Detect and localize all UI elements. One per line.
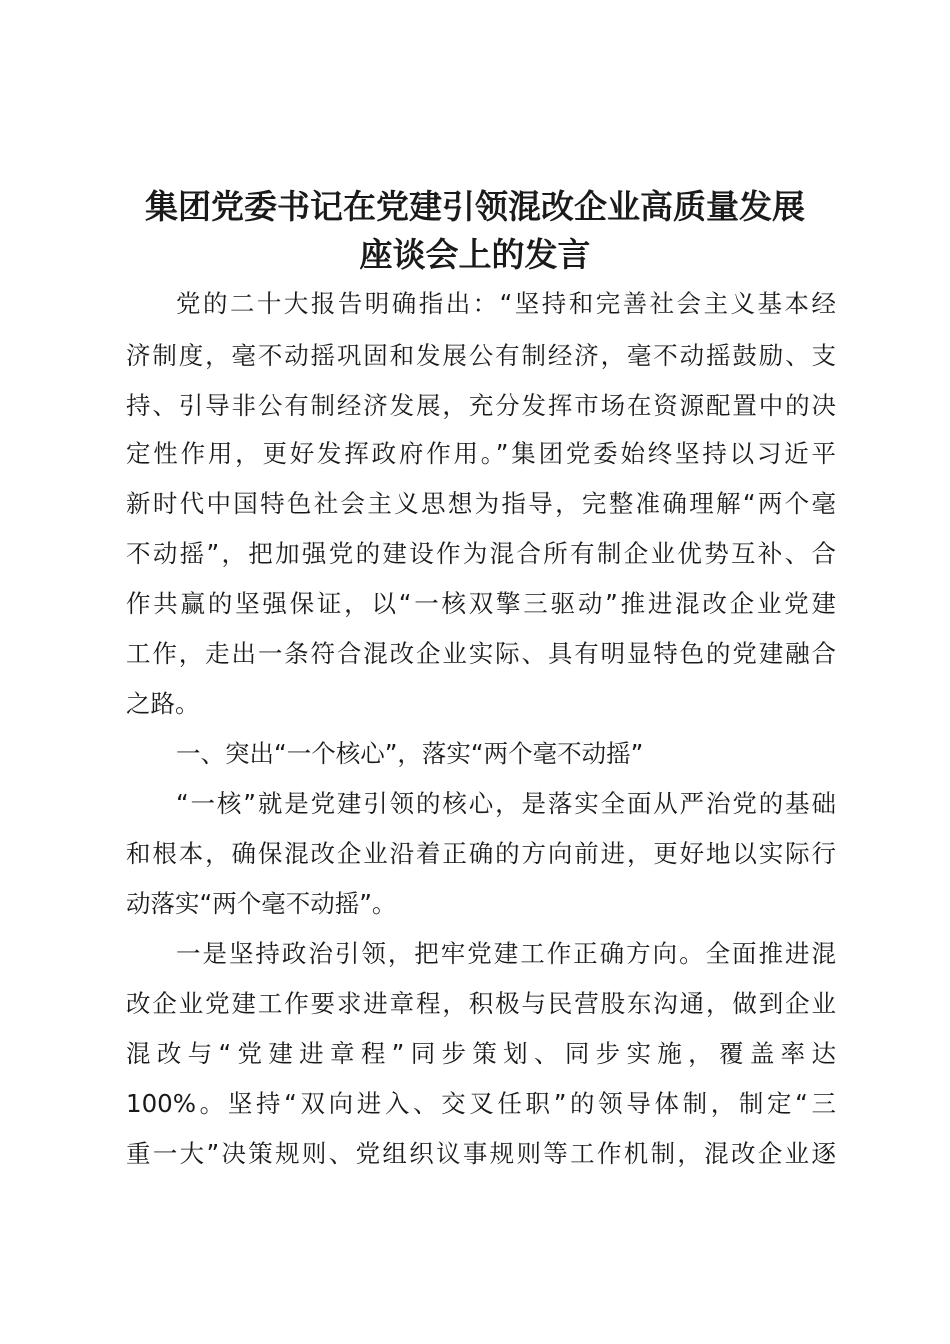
paragraph-line: 100%。坚持“双向进入、交叉任职”的领导体制，制定“三: [126, 1089, 836, 1118]
paragraph-line: 动落实“两个毫不动摇”。: [126, 889, 397, 918]
document-title-line-2: 座谈会上的发言: [359, 235, 591, 274]
paragraph-line: 混改与“党建进章程”同步策划、同步实施，覆盖率达: [126, 1039, 836, 1068]
paragraph-line: 济制度，毫不动摇巩固和发展公有制经济，毫不动摇鼓励、支: [126, 341, 836, 370]
paragraph-line: 之路。: [126, 689, 200, 718]
paragraph-line: 工作，走出一条符合混改企业实际、具有明显特色的党建融合: [126, 639, 836, 668]
paragraph-line: 不动摇”，把加强党的建设作为混合所有制企业优势互补、合: [126, 539, 836, 568]
paragraph-line: 一是坚持政治引领，把牢党建工作正确方向。全面推进混: [176, 939, 836, 968]
paragraph-line: 新时代中国特色社会主义思想为指导，完整准确理解“两个毫: [126, 489, 836, 518]
paragraph-line: 定性作用，更好发挥政府作用。”集团党委始终坚持以习近平: [126, 439, 836, 468]
paragraph-line: 作共赢的坚强保证，以“一核双擎三驱动”推进混改企业党建: [126, 589, 836, 618]
paragraph-line: 持、引导非公有制经济发展，充分发挥市场在资源配置中的决: [126, 391, 836, 420]
document-title-line-1: 集团党委书记在党建引领混改企业高质量发展: [145, 187, 805, 226]
paragraph-line: 重一大”决策规则、党组织议事规则等工作机制，混改企业逐: [126, 1139, 836, 1168]
paragraph-line: 改企业党建工作要求进章程，积极与民营股东沟通，做到企业: [126, 989, 836, 1018]
section-heading: 一、突出“一个核心”，落实“两个毫不动摇”: [176, 739, 644, 768]
paragraph-line: “一核”就是党建引领的核心，是落实全面从严治党的基础: [176, 789, 836, 818]
paragraph-line: 党的二十大报告明确指出：“坚持和完善社会主义基本经: [176, 289, 836, 318]
paragraph-line: 和根本，确保混改企业沿着正确的方向前进，更好地以实际行: [126, 839, 836, 868]
